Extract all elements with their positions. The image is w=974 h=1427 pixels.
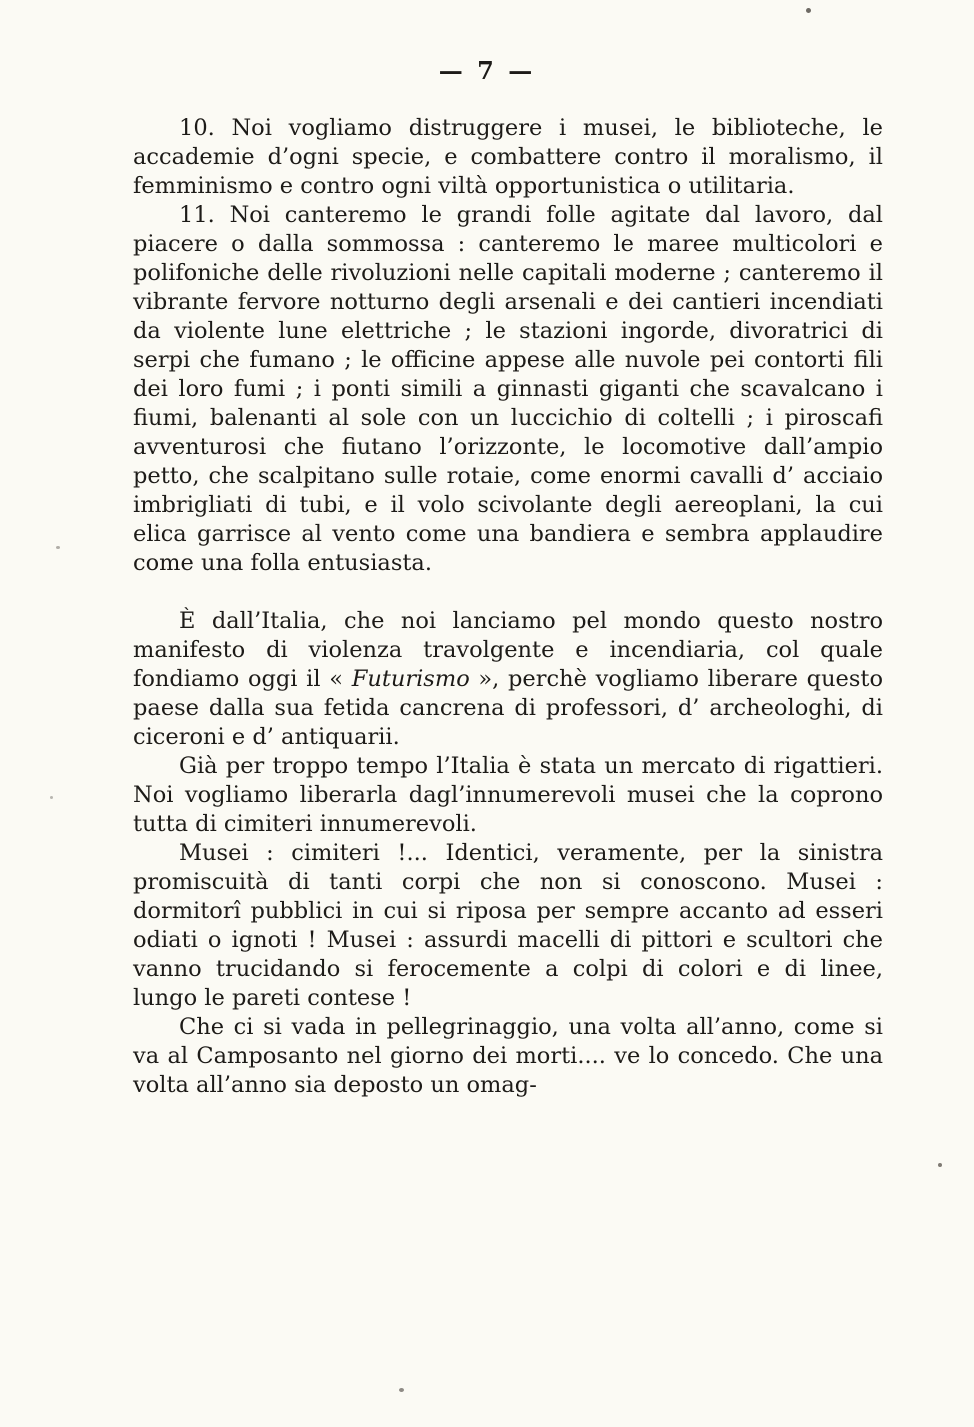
paragraph: [133, 1013, 883, 1100]
paragraph: [133, 607, 883, 752]
text-run: Che ci si vada in pellegrinaggio, una volta all’anno, come si va al Camposanto nel giorno dei morti.... ve lo concedo. Che una volta all’anno sia deposto un omag-: [133, 1014, 883, 1098]
scan-speck: [938, 1163, 942, 1167]
text-run: È dall’Italia, che noi lanciamo pel mondo questo nostro manifesto di violenza travolgente e incendiaria, col quale fondiamo oggi il «: [133, 608, 883, 692]
text-run: 11. Noi canteremo le grandi folle agitate dal lavoro, dal piacere o dalla sommossa : canteremo le maree multicolori e polifoniche delle rivoluzioni nelle capitali moderne ; canteremo il vibrante fervore notturno degli arsenali e dei cantieri incendiati da violente lune elettriche ; le stazioni ingorde, divoratrici di serpi che fumano ; le officine appese alle nuvole pei contorti fili dei loro fumi ; i ponti simili a ginnasti giganti che scavalcano i fiumi, balenanti al sole con un luccichio di coltelli ; i piroscafi avventurosi che fiutano l’orizzonte, le locomotive dall’ampio petto, che scalpitano sulle rotaie, come enormi cavalli d’ acciaio imbrigliati di tubi, e il volo scivolante degli aereoplani, la cui elica garrisce al vento come una bandiera e sembra applaudire come una folla entusiasta.: [133, 202, 883, 576]
paragraph: [133, 114, 883, 201]
page-number: — 7 —: [438, 56, 536, 85]
text-run: Musei : cimiteri !... Identici, veramente, per la sinistra promiscuità di tanti corpi che non si conoscono. Musei : dormitorî pubblici in cui si riposa per sempre accanto ad esseri odiati o ignoti ! Musei : assurdi macelli di pittori e scultori che vanno trucidando si ferocemente a colpi di colori e di linee, lungo le pareti contese !: [133, 840, 883, 1011]
text-run: 10. Noi vogliamo distruggere i musei, le biblioteche, le accademie d’ogni specie, e combattere contro il moralismo, il femminismo e contro ogni viltà opportunistica o utilitaria.: [133, 115, 883, 199]
scan-speck: [56, 546, 60, 549]
text-run: », perchè vogliamo liberare questo paese dalla sua fetida cancrena di professori, d’ archeologhi, di ciceroni e d’ antiquarii.: [133, 666, 884, 750]
text-run: Già per troppo tempo l’Italia è stata un mercato di rigattieri. Noi vogliamo liberarla dagl’innumerevoli musei che la coprono tutta di cimiteri innumerevoli.: [133, 753, 883, 837]
scan-speck: [50, 796, 53, 799]
text-block: [133, 114, 883, 1100]
paragraph: [133, 201, 883, 578]
paragraph: [133, 839, 883, 1013]
scan-speck: [806, 8, 811, 13]
italic-text-run: Futurismo: [351, 666, 470, 692]
paragraph: [133, 752, 883, 839]
scan-speck: [399, 1388, 404, 1392]
